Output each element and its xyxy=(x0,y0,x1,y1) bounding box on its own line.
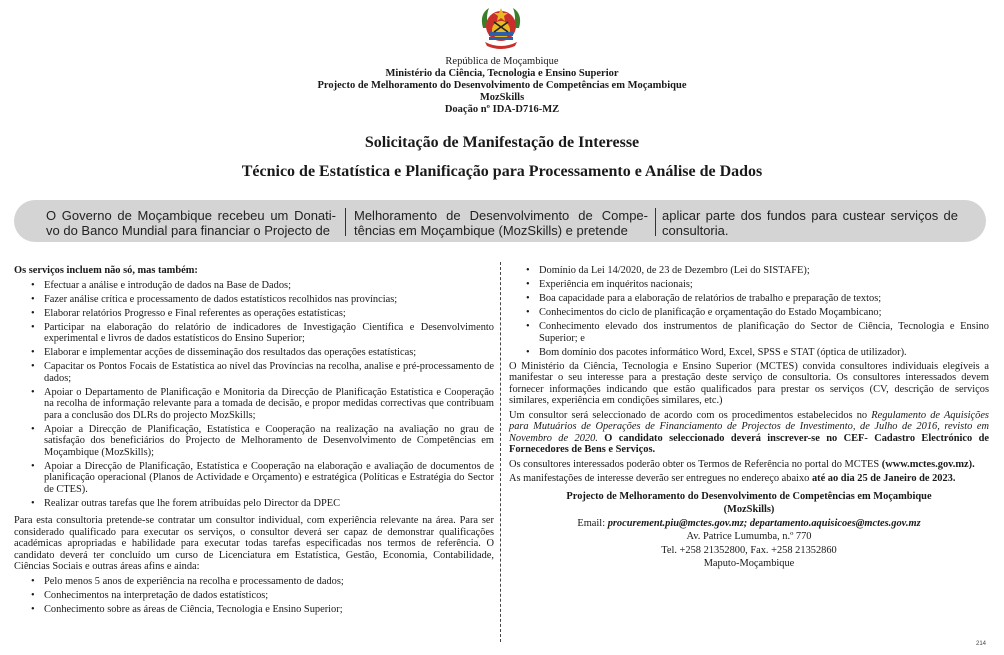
list-item: • Elaborar relatórios Progresso e Final referentes as operações estatísticas; xyxy=(14,308,494,320)
republic-name: República de Moçambique xyxy=(445,56,559,67)
list-item: • Experiência em inquéritos nacionais; xyxy=(509,279,989,291)
banner-separator xyxy=(655,208,656,236)
list-item: • Conhecimento sobre as áreas de Ciência, Tecnologia e Ensino Superior; xyxy=(14,604,494,616)
notice-subtitle: Técnico de Estatística e Planificação para Processamento e Análise de Dados xyxy=(241,163,763,180)
tor-paragraph xyxy=(509,459,989,471)
list-item: • Bom domínio dos pacotes informático Word, Excel, SPSS e STAT (óptica de utilizador). xyxy=(509,347,989,359)
list-item: • Apoiar a Direcção de Planificação, Estatística e Cooperação na realização na avaliação no grau de satisfação dos beneficiários do Projecto de Melhoramento de Desenvolvimento de Competências em Moçambique (MozSkills); xyxy=(14,424,494,459)
project-name: Projecto de Melhoramento do Desenvolvimento de Competências em Moçambique xyxy=(317,80,687,91)
requirements-list xyxy=(14,576,494,616)
list-item: • Participar na elaboração do relatório de indicadores de Investigação Científica e Desenvolvimento experimental e livros de dados estatísticos do Ensino Superior; xyxy=(14,322,494,345)
deadline-date: até ao dia 25 de Janeiro de 2023. xyxy=(811,473,956,484)
banner-separator xyxy=(345,208,346,236)
invite-paragraph: O Ministério da Ciência, Tecnologia e Ensino Superior (MCTES) convida consultores individuais elegíveis a manifestar o seu interesse para a prestação deste serviço de consultoria. Os consultores interessados devem fornecer informações indicando que estão qualificados para prestar os serviços (CV, descrição de serviços similares, experiência em condições similares, etc.) xyxy=(509,360,989,406)
page-number: 214 xyxy=(975,641,986,647)
list-item: • Pelo menos 5 anos de experiência na recolha e processamento de dados; xyxy=(14,576,494,588)
selection-paragraph xyxy=(509,410,989,456)
coat-of-arms-emblem xyxy=(477,2,525,52)
selection-text: Um consultor será seleccionado de acordo com os procedimentos estabelecidos no xyxy=(509,409,872,421)
deadline-paragraph xyxy=(509,473,989,485)
left-column xyxy=(14,265,494,618)
list-item: • Conhecimento elevado dos instrumentos de planificação do Sector de Ciência, Tecnologia e Ensino Superior; e xyxy=(509,321,989,344)
registration-requirement: O candidato seleccionado deverá inscrever-se no CEF- Cadastro Electrónico de Fornecedores de Bens e Serviços. xyxy=(509,432,989,455)
email-address[interactable]: procurement.piu@mctes.gov.mz; departamento.aquisicoes@mctes.gov.mz xyxy=(607,517,921,529)
list-item: • Boa capacidade para a elaboração de relatórios de trabalho e preparação de textos; xyxy=(509,293,989,305)
contact-phone: Tel. +258 21352800, Fax. +258 21352860 xyxy=(661,544,837,556)
qualification-paragraph: Para esta consultoria pretende-se contratar um consultor individual, com experiência relevante na área. Para ser considerado qualificado para executar os serviços, o consultor deverá ser capaz de demonstrar qualificações académicas apropriadas e habilidade para executar todas tarefas especificadas nos termos de referência. O candidato deverá ter concluído um curso de Licenciatura em Estatística, Gestão, Economia, Contabilidade, Ciências Sociais e outras áreas afins e ainda: xyxy=(14,515,494,572)
list-item: • Capacitar os Pontos Focais de Estatística ao nível das Províncias na recolha, analise e pré-processamento de dados; xyxy=(14,361,494,384)
contact-block xyxy=(509,491,989,570)
list-item: • Apoiar a Direcção de Planificação, Estatística e Cooperação na elaboração e avaliação de documentos de planificação operacional (Planos de Actividade e Orçamento) e estratégica (Políticas e Estratégia do Sector de CTES). xyxy=(14,461,494,496)
services-heading: Os serviços incluem não só, mas também: xyxy=(14,265,198,276)
list-item: • Conhecimentos do ciclo de planificação e orçamentação do Estado Moçambicano; xyxy=(509,307,989,319)
list-item: • Realizar outras tarefas que lhe forem atribuídas pelo Director da DPEC xyxy=(14,498,494,510)
project-acronym: MozSkills xyxy=(479,92,525,103)
portal-link[interactable]: (www.mctes.gov.mz). xyxy=(881,458,975,470)
banner-col-1: O Governo de Moçambique recebeu um Donati- vo do Banco Mundial para financiar o Projecto de xyxy=(46,208,336,238)
grant-number: Doação nº IDA-D716-MZ xyxy=(444,104,560,115)
list-item: • Conhecimentos na interpretação de dados estatísticos; xyxy=(14,590,494,602)
contact-project: Projecto de Melhoramento do Desenvolvimento de Competências em Moçambique xyxy=(566,490,932,502)
banner-col-3: aplicar parte dos fundos para custear serviços de consultoria. xyxy=(662,208,958,238)
right-column xyxy=(509,265,989,572)
list-item: • Efectuar a análise e introdução de dados na Base de Dados; xyxy=(14,280,494,292)
list-item: • Domínio da Lei 14/2020, de 23 de Dezembro (Lei do SISTAFE); xyxy=(509,265,989,277)
list-item: • Apoiar o Departamento de Planificação e Monitoria da Direcção de Planificação Estatística e Cooperação na recolha de informação relevante para a tomada de decisão, e propor medidas correctivas que contribuam para a conclusão dos DLRs do projecto MozSkills; xyxy=(14,387,494,422)
column-divider xyxy=(500,262,501,642)
banner-col-2: Melhoramento de Desenvolvimento de Compe- tências em Moçambique (MozSkills) e pretende xyxy=(354,208,648,238)
contact-acronym: (MozSkills) xyxy=(723,504,775,515)
ministry-name: Ministério da Ciência, Tecnologia e Ensino Superior xyxy=(385,68,619,79)
deadline-text: As manifestações de interesse deverão ser entregues no endereço abaixo xyxy=(509,473,812,484)
letterhead xyxy=(0,56,1004,116)
requirements-list-continued xyxy=(509,265,989,358)
contact-address: Av. Patrice Lumumba, n.º 770 xyxy=(686,531,812,542)
list-item: • Fazer análise crítica e processamento de dados estatísticos recolhidos nas províncias; xyxy=(14,294,494,306)
contact-city: Maputo-Moçambique xyxy=(703,558,795,569)
contact-email xyxy=(509,518,989,530)
email-label: Email: xyxy=(577,517,608,529)
regulation-reference: Regulamento de Aquisições para Mutuários de Operações de Financiamento de Projectos de Investimento, de Julho de 2016, revisto em Novembro de 2020. xyxy=(509,409,989,444)
services-list xyxy=(14,280,494,510)
tor-text: Os consultores interessados poderão obter os Termos de Referência no portal do MCTES xyxy=(509,458,882,470)
notice-title: Solicitação de Manifestação de Interesse xyxy=(364,134,640,151)
list-item: • Elaborar e implementar acções de disseminação dos resultados das operações estatísticas; xyxy=(14,347,494,359)
intro-banner xyxy=(14,200,986,242)
